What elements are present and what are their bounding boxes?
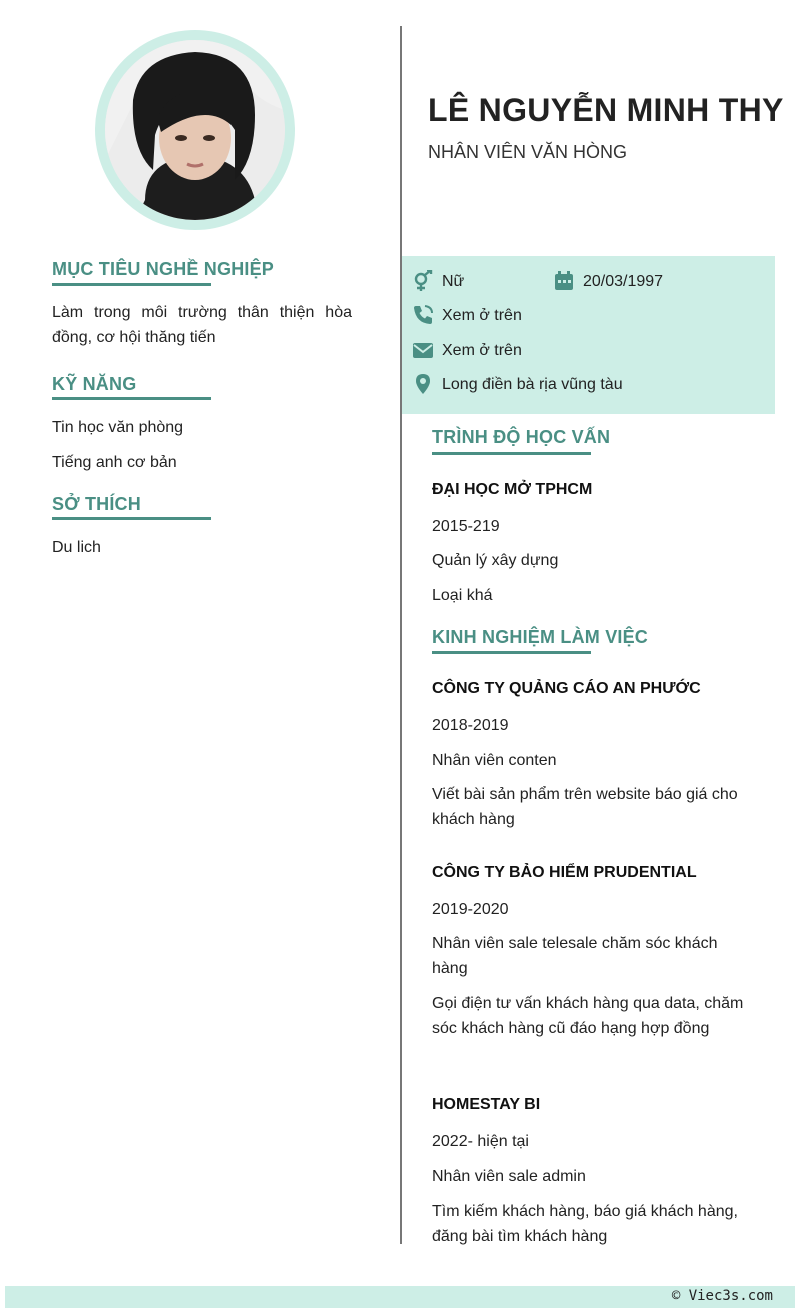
objective-title: MỤC TIÊU NGHỀ NGHIỆP bbox=[52, 259, 275, 279]
job-position: Nhân viên conten bbox=[432, 752, 557, 769]
dob-value: 20/03/1997 bbox=[583, 273, 664, 290]
skill-item: Tiếng anh cơ bản bbox=[52, 454, 177, 471]
job-period: 2019-2020 bbox=[432, 901, 509, 918]
candidate-name: LÊ NGUYỄN MINH THY bbox=[428, 92, 784, 128]
hobby-item: Du lich bbox=[52, 539, 101, 556]
job-company: HOMESTAY BI bbox=[432, 1096, 541, 1113]
education-grade: Loại khá bbox=[432, 587, 493, 604]
job-company: CÔNG TY BẢO HIỂM PRUDENTIAL bbox=[432, 864, 697, 881]
gender-value: Nữ bbox=[442, 273, 465, 290]
hobbies-underline bbox=[52, 517, 211, 520]
avatar bbox=[105, 40, 285, 220]
job-position: Nhân viên sale admin bbox=[432, 1168, 586, 1185]
skills-underline bbox=[52, 397, 211, 400]
education-school: ĐẠI HỌC MỞ TPHCM bbox=[432, 481, 593, 498]
education-underline bbox=[432, 452, 591, 455]
experience-title: KINH NGHIỆM LÀM VIỆC bbox=[432, 627, 649, 647]
footer-credit: © Viec3s.com bbox=[671, 1288, 773, 1304]
skill-item: Tin học văn phòng bbox=[52, 419, 184, 436]
candidate-job-title: NHÂN VIÊN VĂN HÒNG bbox=[428, 142, 628, 162]
hobbies-title: SỞ THÍCH bbox=[52, 494, 141, 514]
objective-text: Làm trong môi trường thân thiện hòa đồng, cơ hội thăng tiến bbox=[52, 304, 352, 346]
job-description: Tìm kiếm khách hàng, báo giá khách hàng, đăng bài tìm khách hàng bbox=[432, 1203, 738, 1245]
objective-underline bbox=[52, 283, 211, 286]
avatar-frame bbox=[95, 30, 295, 230]
education-title: TRÌNH ĐỘ HỌC VẤN bbox=[432, 427, 611, 447]
skills-title: KỸ NĂNG bbox=[52, 374, 137, 394]
phone-value: Xem ở trên bbox=[442, 307, 522, 324]
column-divider bbox=[400, 26, 402, 1244]
email-value: Xem ở trên bbox=[442, 342, 522, 359]
location-pin-icon bbox=[412, 373, 434, 395]
footer-bar bbox=[5, 1286, 795, 1308]
address-value: Long điền bà rịa vũng tàu bbox=[442, 376, 623, 393]
job-position: Nhân viên sale telesale chăm sóc khách hàng bbox=[432, 935, 718, 977]
gender-icon bbox=[412, 270, 434, 292]
experience-underline bbox=[432, 651, 591, 654]
education-major: Quản lý xây dựng bbox=[432, 552, 559, 569]
job-description: Viết bài sản phẩm trên website báo giá cho khách hàng bbox=[432, 786, 738, 828]
mail-icon bbox=[412, 339, 434, 361]
education-period: 2015-219 bbox=[432, 518, 500, 535]
job-period: 2018-2019 bbox=[432, 717, 509, 734]
job-company: CÔNG TY QUẢNG CÁO AN PHƯỚC bbox=[432, 680, 701, 697]
calendar-icon bbox=[553, 270, 575, 292]
job-period: 2022- hiện tại bbox=[432, 1133, 529, 1150]
contact-panel bbox=[402, 256, 775, 414]
job-description: Gọi điện tư vấn khách hàng qua data, chăm sóc khách hàng cũ đáo hạng hợp đồng bbox=[432, 995, 744, 1037]
phone-icon bbox=[412, 304, 434, 326]
avatar-photo bbox=[105, 40, 285, 220]
